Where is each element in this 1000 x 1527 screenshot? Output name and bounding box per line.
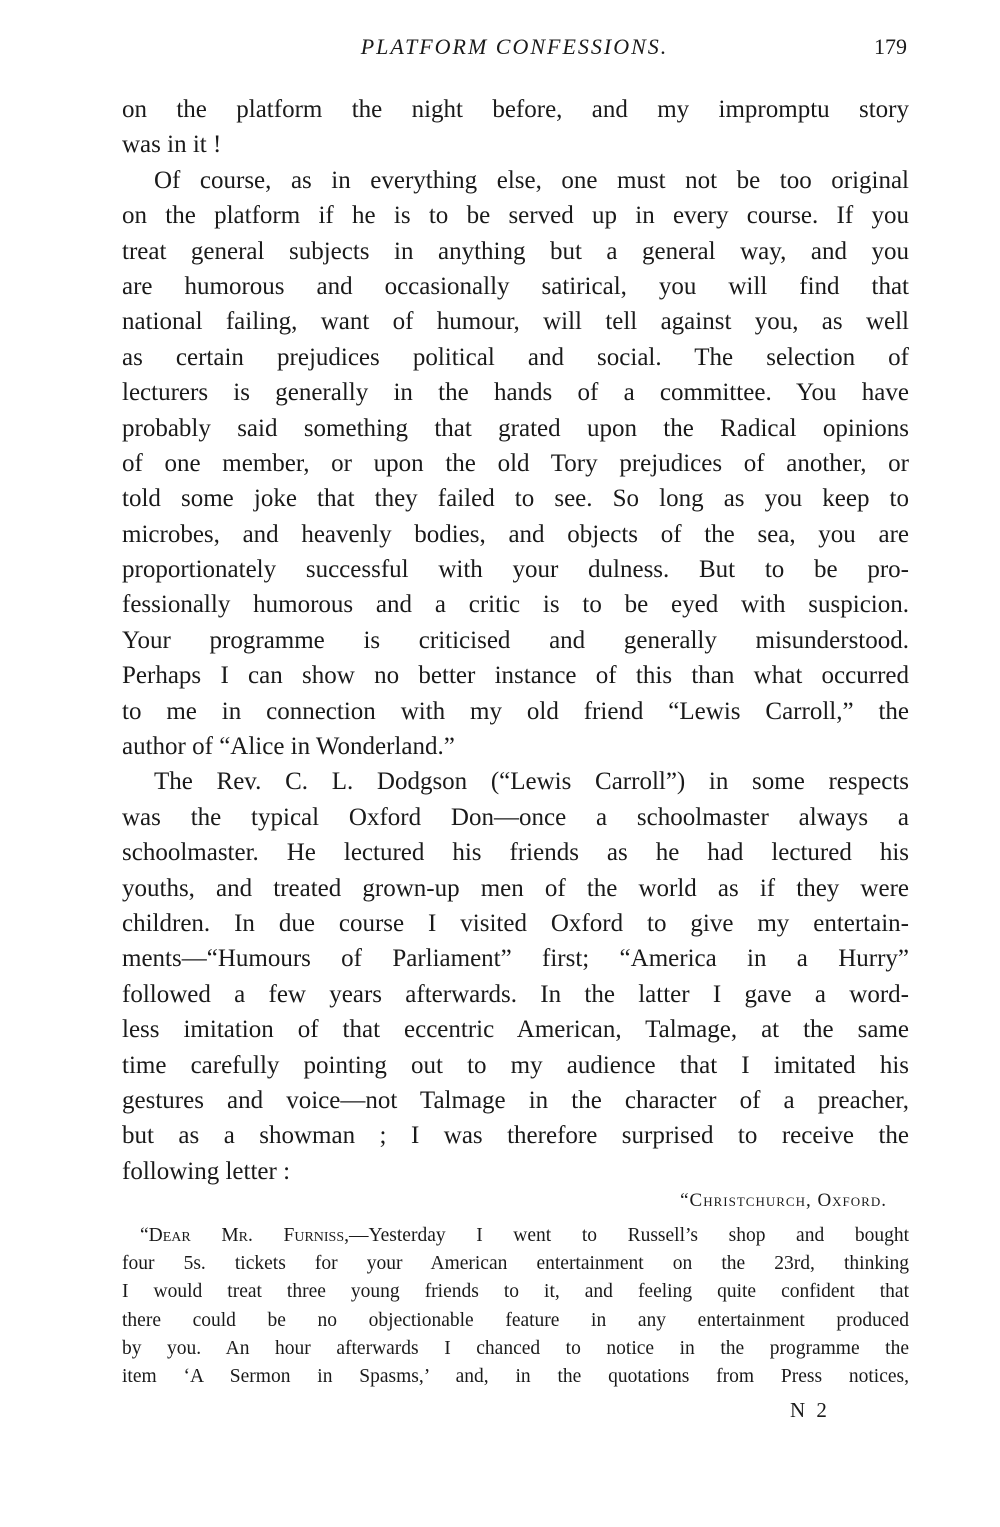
text-line: lecturers is generally in the hands of a committee. You have <box>122 379 909 407</box>
letter-salutation: “Dear Mr. Furniss, <box>140 1225 350 1246</box>
running-title: PLATFORM CONFESSIONS. <box>360 34 669 59</box>
letter-heading: “Christchurch, Oxford. <box>680 1190 887 1211</box>
text-line: time carefully pointing out to my audience that I imitated his <box>122 1051 909 1079</box>
text-line: proportionately successful with your dulness. But to be pro- <box>122 556 909 584</box>
text-line: The Rev. C. L. Dodgson (“Lewis Carroll”) in some respects <box>154 768 909 796</box>
letter-body <box>122 1222 909 1391</box>
text-line: of one member, or upon the old Tory prejudices of another, or <box>122 449 909 477</box>
text-line: on the platform the night before, and my impromptu story <box>122 96 909 123</box>
text-line: schoolmaster. He lectured his friends as he had lectured his <box>122 839 909 867</box>
letter-line: I would treat three young friends to it, and feeling quite confident that <box>122 1281 909 1303</box>
text-line: Your programme is criticised and generally misunderstood. <box>122 626 909 654</box>
text-line: to me in connection with my old friend “Lewis Carroll,” the <box>122 697 909 725</box>
text-line: as certain prejudices political and social. The selection of <box>122 343 909 371</box>
text-line: children. In due course I visited Oxford to give my entertain- <box>122 909 909 937</box>
letter-line: there could be no objectionable feature in any entertainment produced <box>122 1309 909 1331</box>
running-header <box>122 30 907 64</box>
text-line: less imitation of that eccentric American, Talmage, at the same <box>122 1016 909 1044</box>
body-text <box>122 92 909 1189</box>
text-line: national failing, want of humour, will tell against you, as well <box>122 308 909 336</box>
text-line: Perhaps I can show no better instance of this than what occurred <box>122 662 909 690</box>
letter-line: by you. An hour afterwards I chanced to notice in the programme the <box>122 1337 909 1359</box>
text-line: ments—“Humours of Parliament” first; “America in a Hurry” <box>122 945 909 973</box>
letter-line: four 5s. tickets for your American entertainment on the 23rd, thinking <box>122 1253 909 1275</box>
letter-line: item ‘A Sermon in Spasms,’ and, in the quotations from Press notices, <box>122 1365 909 1387</box>
text-line: gestures and voice—not Talmage in the character of a preacher, <box>122 1086 909 1114</box>
text-line: but as a showman ; I was therefore surprised to receive the <box>122 1122 909 1150</box>
text-line: Of course, as in everything else, one must not be too original <box>154 166 909 194</box>
text-line: are humorous and occasionally satirical, you will find that <box>122 272 909 300</box>
text-line: author of “Alice in Wonderland.” <box>122 733 455 761</box>
text-line: fessionally humorous and a critic is to be eyed with suspicion. <box>122 591 909 619</box>
text-line: followed a few years afterwards. In the latter I gave a word- <box>122 980 909 1008</box>
text-line: treat general subjects in anything but a general way, and you <box>122 237 909 265</box>
text-line: youths, and treated grown-up men of the world as if they were <box>122 874 909 902</box>
text-line: was in it ! <box>122 131 222 159</box>
text-line: following letter : <box>122 1157 291 1185</box>
signature-mark: N 2 <box>790 1398 830 1422</box>
page-number: 179 <box>874 34 907 59</box>
text-line: probably said something that grated upon the Radical opinions <box>122 414 909 442</box>
text-line: told some joke that they failed to see. So long as you keep to <box>122 485 909 513</box>
text-line: microbes, and heavenly bodies, and objects of the sea, you are <box>122 520 909 548</box>
letter-line <box>122 1222 909 1250</box>
letter-line-rest: —Yesterday I went to Russell’s shop and bought <box>349 1225 909 1246</box>
text-line: was the typical Oxford Don—once a schoolmaster always a <box>122 803 909 831</box>
text-line: on the platform if he is to be served up in every course. If you <box>122 202 909 230</box>
